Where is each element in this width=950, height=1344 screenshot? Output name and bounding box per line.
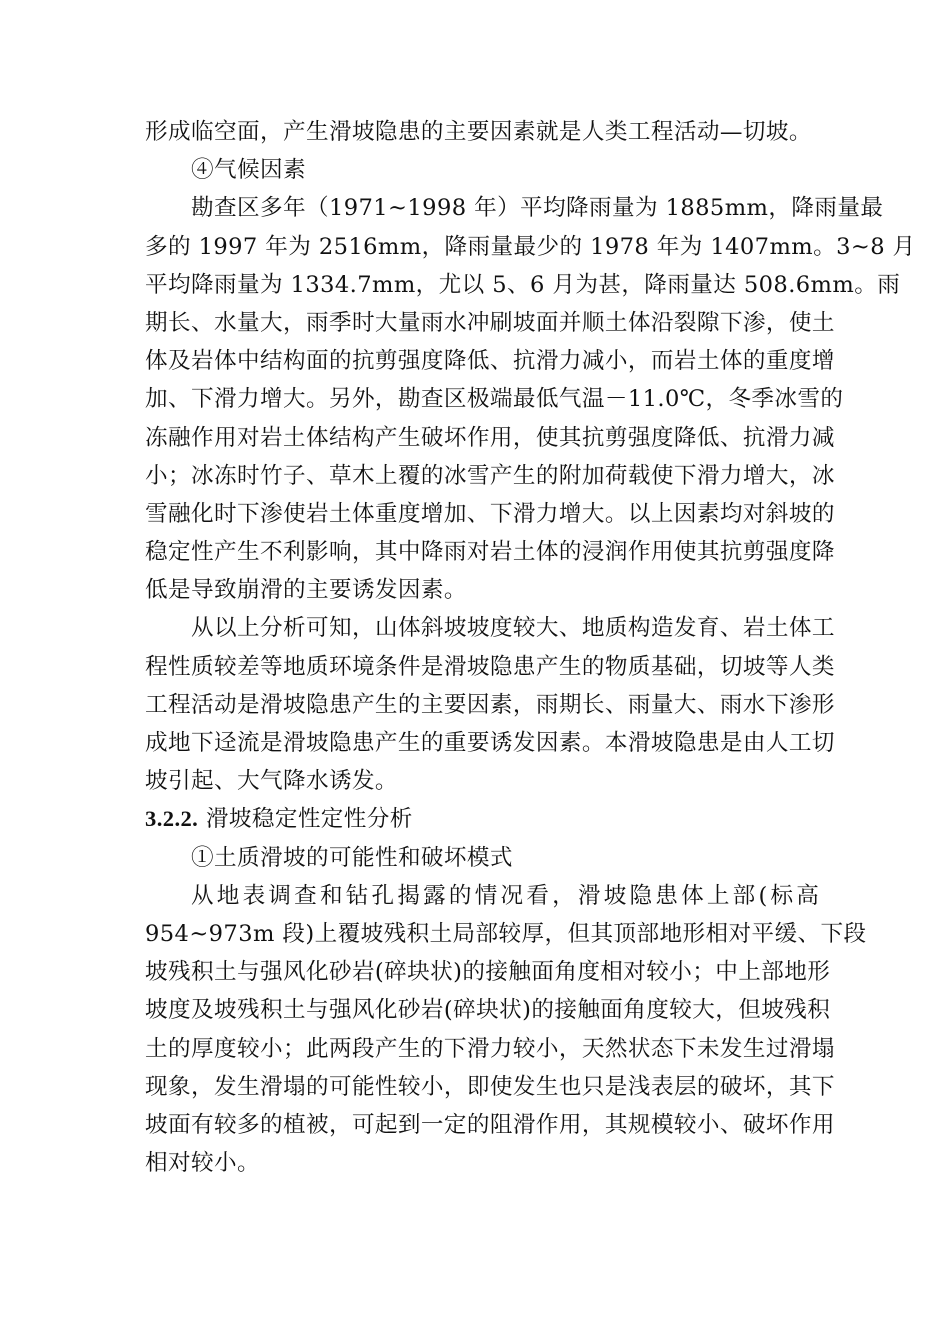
- text-line: 相对较小。: [145, 1150, 260, 1177]
- subheading-climate-factors: ④气候因素: [191, 157, 306, 184]
- subheading-soil-landslide: ①土质滑坡的可能性和破坏模式: [191, 844, 513, 871]
- text-line: 勘查区多年（1971~1998 年）平均降雨量为 1885mm，降雨量最: [191, 195, 884, 222]
- text-line: 程性质较差等地质环境条件是滑坡隐患产生的物质基础，切坡等人类: [145, 653, 835, 680]
- text-line: 冻融作用对岩土体结构产生破坏作用，使其抗剪强度降低、抗滑力减: [145, 424, 835, 451]
- text-line: 现象，发生滑塌的可能性较小，即使发生也只是浅表层的破坏，其下: [145, 1073, 835, 1100]
- text-line: 成地下迳流是滑坡隐患产生的重要诱发因素。本滑坡隐患是由人工切: [145, 730, 835, 756]
- text-line: 小；冰冻时竹子、草木上覆的冰雪产生的附加荷载使下滑力增大，冰: [145, 462, 835, 489]
- text-line: 坡引起、大气降水诱发。: [145, 768, 398, 795]
- text-line: 形成临空面，产生滑坡隐患的主要因素就是人类工程活动—切坡。: [145, 119, 812, 145]
- text-line: 从地表调查和钻孔揭露的情况看，滑坡隐患体上部(标高: [191, 882, 823, 909]
- text-line: 加、下滑力增大。另外，勘查区极端最低气温－11.0℃，冬季冰雪的: [145, 386, 844, 413]
- text-line: 稳定性产生不利影响，其中降雨对岩土体的浸润作用使其抗剪强度降: [145, 539, 835, 566]
- text-line: 雪融化时下渗使岩土体重度增加、下滑力增大。以上因素均对斜坡的: [145, 500, 835, 527]
- text-line: 多的 1997 年为 2516mm，降雨量最少的 1978 年为 1407mm。3~8 月: [145, 233, 916, 260]
- text-line: 954~973m 段)上覆坡残积土局部较厚，但其顶部地形相对平缓、下段: [145, 920, 867, 947]
- text-line: 从以上分析可知，山体斜坡坡度较大、地质构造发育、岩土体工: [191, 615, 835, 642]
- section-title: 滑坡稳定性定性分析: [205, 806, 413, 833]
- section-heading: [145, 800, 807, 838]
- text-line: 平均降雨量为 1334.7mm，尤以 5、6 月为甚，降雨量达 508.6mm。雨: [145, 271, 901, 298]
- document-page: [145, 113, 916, 1182]
- text-line: 工程活动是滑坡隐患产生的主要因素，雨期长、雨量大、雨水下渗形: [145, 691, 835, 718]
- text-line: 坡面有较多的植被，可起到一定的阻滑作用，其规模较小、破坏作用: [145, 1111, 835, 1138]
- text-line: 期长、水量大，雨季时大量雨水冲刷坡面并顺土体沿裂隙下渗，使土: [145, 309, 835, 336]
- text-line: 坡残积土与强风化砂岩(碎块状)的接触面角度相对较小；中上部地形: [145, 959, 831, 986]
- text-line: 体及岩体中结构面的抗剪强度降低、抗滑力减小，而岩土体的重度增: [145, 348, 835, 375]
- text-line: 土的厚度较小；此两段产生的下滑力较小，天然状态下未发生过滑塌: [145, 1035, 835, 1062]
- text-line: 坡度及坡残积土与强风化砂岩(碎块状)的接触面角度较大，但坡残积: [145, 997, 831, 1024]
- text-line: 低是导致崩滑的主要诱发因素。: [145, 577, 467, 604]
- section-number: 3.2.2.: [145, 806, 199, 832]
